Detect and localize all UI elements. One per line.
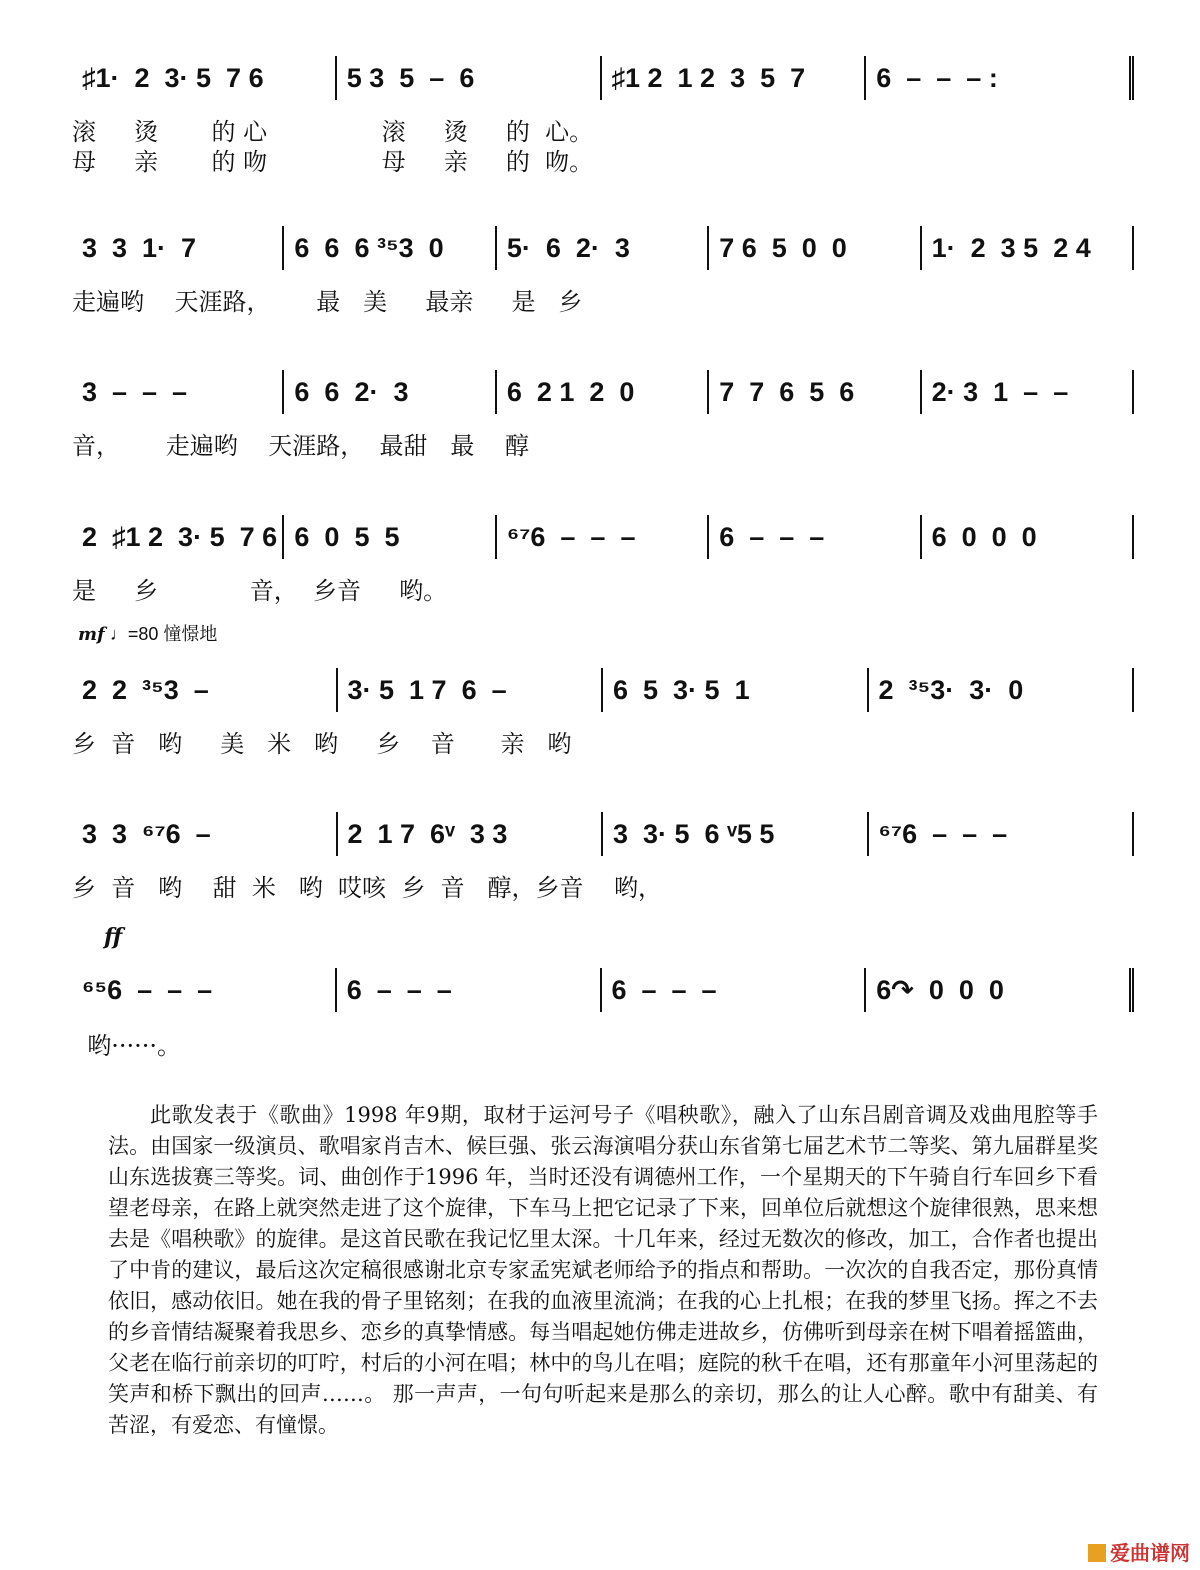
measure: 3 – – –	[72, 370, 284, 414]
measure: 3 3 ⁶⁷6 –	[72, 812, 338, 856]
notes-row	[72, 515, 1134, 559]
song-notes-paragraph: 此歌发表于《歌曲》1998 年9期，取材于运河号子《唱秧歌》，融入了山东吕剧音调及戏曲甩腔等手法。由国家一级演员、歌唱家肖吉木、候巨强、张云海演唱分获山东省第七届艺术节二等奖、第九届群星奖山东选拔赛三等奖。词、曲创作于1996 年，当时还没有调德州工作，一个星期天的下午骑自行车回乡下看望老母亲，在路上就突然走进了这个旋律，下车马上把它记录了下来，回单位后就想这个旋律很熟，思来想去是《唱秧歌》的旋律。是这首民歌在我记忆里太深。十几年来，经过无数次的修改，加工，合作者也提出了中肯的建议，最后这次定稿很感谢北京专家孟宪斌老师给予的指点和帮助。一次次的自我否定，那份真情依旧，感动依旧。她在我的骨子里铭刻；在我的血液里流淌；在我的心上扎根；在我的梦里飞扬。挥之不去的乡音情结凝聚着我思乡、恋乡的真挚情感。每当唱起她仿佛走进故乡，仿佛听到母亲在树下唱着摇篮曲，父老在临行前亲切的叮咛，村后的小河在唱；林中的鸟儿在唱；庭院的秋千在唱，还有那童年小河里荡起的笑声和桥下飘出的回声……。 那一声声，一句句听起来是那么的亲切，那么的让人心醉。歌中有甜美、有苦涩，有爱恋、有憧憬。	[108, 1103, 1098, 1437]
measure: ♯1· 2 3· 5 7 6	[72, 56, 337, 100]
notes-row	[72, 56, 1134, 100]
score-system	[72, 515, 1134, 605]
measure: 6 2 1 2 0	[497, 370, 709, 414]
logo-icon	[1088, 1544, 1106, 1562]
measure: 3 3· 5 6 ᵛ5 5	[603, 812, 869, 856]
notes-row	[72, 668, 1134, 712]
measure: 6 6 6 ³⁵3 0	[284, 226, 496, 270]
tempo-text: ♩=80 憧憬地	[109, 624, 218, 644]
lyric-line: 哟······。	[72, 1032, 182, 1060]
measure: 2· 3 1 – –	[922, 370, 1134, 414]
measure: 3· 5 1 7 6 –	[338, 668, 604, 712]
score-system	[72, 812, 1134, 902]
measure: ⁶⁷6 – – –	[869, 812, 1135, 856]
measure: 2 ♯1 2 3· 5 7 6	[72, 515, 284, 559]
notes-row	[72, 370, 1134, 414]
lyric-line: 母 亲 的 吻 母 亲 的 吻。	[72, 148, 594, 176]
lyric-line: 滚 烫 的 心 滚 烫 的 心。	[72, 118, 594, 146]
lyric-line: 乡 音 哟 美 米 哟 乡 音 亲 哟	[72, 730, 572, 758]
lyric-line: 走遍哟 天涯路， 最 美 最亲 是 乡	[72, 288, 583, 316]
score-system	[72, 56, 1134, 176]
score-system	[72, 968, 1134, 1060]
measure: 2 ³⁵3· 3· 0	[869, 668, 1135, 712]
measure: 6 5 3· 5 1	[603, 668, 869, 712]
measure: ♯1 2 1 2 3 5 7	[602, 56, 867, 100]
lyric-line: 是 乡 音， 乡音 哟。	[72, 577, 448, 605]
measure: 3 3 1· 7	[72, 226, 284, 270]
measure: 6 – – –	[709, 515, 921, 559]
dynamic-mf: mf	[78, 624, 105, 645]
dynamic-ff: ff	[104, 924, 123, 950]
measure: 6 – – –	[337, 968, 602, 1012]
score-system	[72, 668, 1134, 758]
measure: ⁶⁷6 – – –	[497, 515, 709, 559]
measure: 6 6 2· 3	[284, 370, 496, 414]
watermark-text: 爱曲谱网	[1110, 1543, 1190, 1565]
measure: 6 – – – :	[866, 56, 1134, 100]
notes-row	[72, 812, 1134, 856]
watermark-logo	[1088, 1537, 1190, 1566]
measure: 6 0 5 5	[284, 515, 496, 559]
notes-row	[72, 226, 1134, 270]
measure: 6↷ 0 0 0	[866, 968, 1134, 1012]
measure: 1· 2 3 5 2 4	[922, 226, 1134, 270]
measure: 6 – – –	[602, 968, 867, 1012]
notes-row	[72, 968, 1134, 1012]
tempo-marking	[78, 620, 217, 646]
score-system	[72, 370, 1134, 460]
measure: 5· 6 2· 3	[497, 226, 709, 270]
measure: 2 1 7 6ᵛ 3 3	[338, 812, 604, 856]
measure: ⁶⁵6 – – –	[72, 968, 337, 1012]
score-system	[72, 226, 1134, 316]
measure: 2 2 ³⁵3 –	[72, 668, 338, 712]
measure: 6 0 0 0	[922, 515, 1134, 559]
measure: 7 7 6 5 6	[709, 370, 921, 414]
measure: 5 3 5 – 6	[337, 56, 602, 100]
measure: 7 6 5 0 0	[709, 226, 921, 270]
lyric-line: 音， 走遍哟 天涯路， 最甜 最 醇	[72, 432, 529, 460]
lyric-line: 乡 音 哟 甜 米 哟 哎咳 乡 音 醇，乡音 哟，	[72, 874, 662, 902]
